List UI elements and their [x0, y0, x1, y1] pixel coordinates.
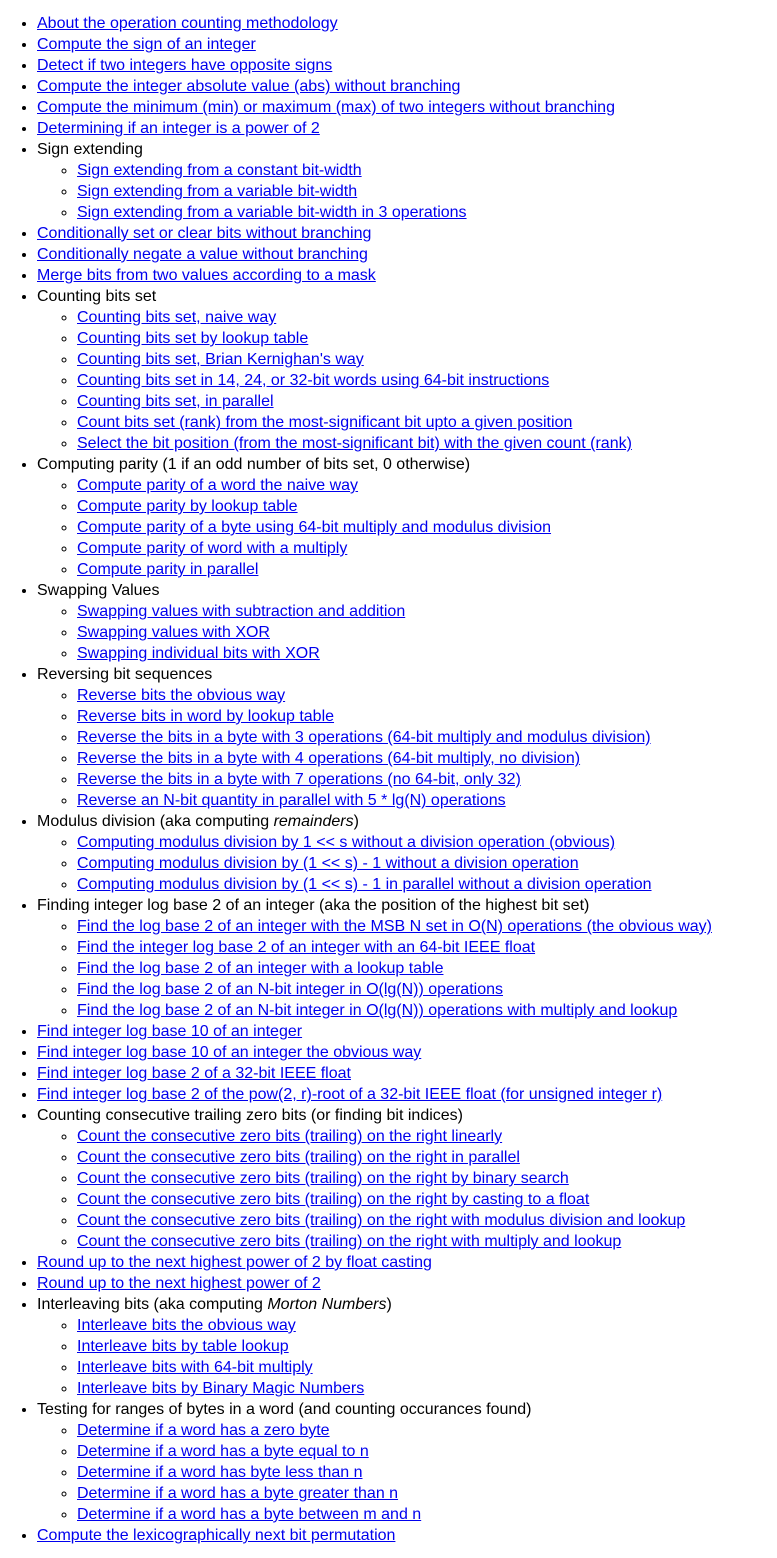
- toc-link[interactable]: Interleave bits by Binary Magic Numbers: [77, 1380, 365, 1397]
- toc-link[interactable]: Find the log base 2 of an integer with the MSB N set in O(N) operations (the obvious way): [77, 918, 712, 935]
- toc-link[interactable]: Compute parity by lookup table: [77, 498, 298, 515]
- toc-section-label: Finding integer log base 2 of an integer (aka the position of the highest bit set): [37, 897, 590, 914]
- toc-item: [77, 1000, 777, 1021]
- toc-link[interactable]: Computing modulus division by (1 << s) - 1 without a division operation: [77, 855, 579, 872]
- toc-item: [37, 1294, 777, 1399]
- toc-item: [77, 937, 777, 958]
- toc-link[interactable]: Find the integer log base 2 of an integer with an 64-bit IEEE float: [77, 939, 536, 956]
- toc-item: [77, 769, 777, 790]
- toc-item: [77, 643, 777, 664]
- toc-section-label: [37, 1296, 392, 1313]
- toc-sublist: [37, 1126, 777, 1252]
- toc-link[interactable]: Counting bits set, in parallel: [77, 393, 274, 410]
- toc-link[interactable]: Compute parity in parallel: [77, 561, 259, 578]
- italic-text: remainders: [273, 813, 354, 830]
- toc-link[interactable]: Reverse the bits in a byte with 4 operations (64-bit multiply, no division): [77, 750, 581, 767]
- toc-item: [77, 1231, 777, 1252]
- toc-list: [0, 13, 777, 1546]
- toc-link[interactable]: About the operation counting methodology: [37, 15, 338, 32]
- toc-link[interactable]: Computing modulus division by 1 << s without a division operation (obvious): [77, 834, 616, 851]
- toc-sublist: [37, 475, 777, 580]
- toc-link[interactable]: Computing modulus division by (1 << s) - 1 in parallel without a division operation: [77, 876, 652, 893]
- toc-item: [37, 1273, 777, 1294]
- toc-item: [37, 13, 777, 34]
- toc-link[interactable]: Compute parity of a word the naive way: [77, 477, 359, 494]
- toc-item: [37, 76, 777, 97]
- toc-item: [37, 895, 777, 1021]
- toc-item: [77, 958, 777, 979]
- plain-text: ): [386, 1296, 392, 1313]
- toc-item: [37, 454, 777, 580]
- toc-section-label: [37, 813, 359, 830]
- toc-link[interactable]: Determine if a word has a byte greater than n: [77, 1485, 399, 1502]
- toc-section-label: Computing parity (1 if an odd number of bits set, 0 otherwise): [37, 456, 471, 473]
- toc-sublist: [37, 916, 777, 1021]
- toc-link[interactable]: Interleave bits by table lookup: [77, 1338, 289, 1355]
- toc-item: [77, 601, 777, 622]
- toc-link[interactable]: Count bits set (rank) from the most-significant bit upto a given position: [77, 414, 573, 431]
- toc-item: [37, 118, 777, 139]
- toc-section-label: Reversing bit sequences: [37, 666, 213, 683]
- toc-link[interactable]: Find integer log base 10 of an integer the obvious way: [37, 1044, 422, 1061]
- toc-link[interactable]: Determine if a word has byte less than n: [77, 1464, 363, 1481]
- toc-link[interactable]: Detect if two integers have opposite signs: [37, 57, 333, 74]
- toc-item: [77, 1441, 777, 1462]
- toc-link[interactable]: Determine if a word has a zero byte: [77, 1422, 330, 1439]
- toc-item: [77, 1315, 777, 1336]
- toc-link[interactable]: Find the log base 2 of an N-bit integer in O(lg(N)) operations with multiply and lookup: [77, 1002, 678, 1019]
- toc-item: [37, 580, 777, 664]
- toc-item: [77, 1378, 777, 1399]
- toc-link[interactable]: Compute the lexicographically next bit permutation: [37, 1527, 396, 1544]
- toc-link[interactable]: Conditionally negate a value without branching: [37, 246, 368, 263]
- toc-item: [77, 160, 777, 181]
- toc-link[interactable]: Determine if a word has a byte equal to n: [77, 1443, 369, 1460]
- plain-text: Interleaving bits (aka computing: [37, 1296, 268, 1313]
- toc-item: [37, 1399, 777, 1525]
- toc-item: [77, 1168, 777, 1189]
- plain-text: ): [353, 813, 359, 830]
- toc-item: [77, 979, 777, 1000]
- toc-link[interactable]: Conditionally set or clear bits without branching: [37, 225, 372, 242]
- toc-item: [77, 538, 777, 559]
- toc-link[interactable]: Compute parity of a byte using 64-bit multiply and modulus division: [77, 519, 552, 536]
- toc-link[interactable]: Determine if a word has a byte between m and n: [77, 1506, 422, 1523]
- toc-item: [77, 391, 777, 412]
- toc-link[interactable]: Find the log base 2 of an N-bit integer in O(lg(N)) operations: [77, 981, 503, 998]
- toc-item: [77, 1420, 777, 1441]
- toc-item: [37, 1021, 777, 1042]
- toc-sublist: [37, 307, 777, 454]
- toc-item: [37, 1105, 777, 1252]
- toc-section-label: Counting consecutive trailing zero bits (or finding bit indices): [37, 1107, 463, 1124]
- toc-sublist: [37, 832, 777, 895]
- toc-item: [77, 475, 777, 496]
- toc-item: [77, 1147, 777, 1168]
- toc-link[interactable]: Count the consecutive zero bits (trailing) on the right with modulus division and lookup: [77, 1212, 686, 1229]
- toc-item: [77, 727, 777, 748]
- toc-section-label: Swapping Values: [37, 582, 160, 599]
- toc-item: [77, 706, 777, 727]
- toc-item: [77, 496, 777, 517]
- toc-item: [77, 433, 777, 454]
- toc-link[interactable]: Swapping individual bits with XOR: [77, 645, 320, 662]
- toc-link[interactable]: Interleave bits with 64-bit multiply: [77, 1359, 313, 1376]
- toc-item: [77, 370, 777, 391]
- plain-text: Modulus division (aka computing: [37, 813, 274, 830]
- toc-item: [37, 664, 777, 811]
- toc-link[interactable]: Select the bit position (from the most-significant bit) with the given count (rank): [77, 435, 632, 452]
- toc-link[interactable]: Count the consecutive zero bits (trailing) on the right by casting to a float: [77, 1191, 590, 1208]
- toc-link[interactable]: Swapping values with XOR: [77, 624, 270, 641]
- toc-item: [37, 1525, 777, 1546]
- toc-link[interactable]: Counting bits set in 14, 24, or 32-bit words using 64-bit instructions: [77, 372, 550, 389]
- toc-item: [37, 244, 777, 265]
- toc-item: [77, 181, 777, 202]
- toc-item: [77, 202, 777, 223]
- toc-item: [77, 1483, 777, 1504]
- toc-link[interactable]: Compute parity of word with a multiply: [77, 540, 348, 557]
- toc-item: [37, 811, 777, 895]
- toc-link[interactable]: Find the log base 2 of an integer with a lookup table: [77, 960, 444, 977]
- toc-sublist: [37, 1315, 777, 1399]
- toc-link[interactable]: Sign extending from a variable bit-width: [77, 183, 358, 200]
- toc-link[interactable]: Merge bits from two values according to a mask: [37, 267, 376, 284]
- toc-link[interactable]: Counting bits set by lookup table: [77, 330, 309, 347]
- toc-item: [77, 622, 777, 643]
- toc-item: [77, 517, 777, 538]
- toc-link[interactable]: Compute the minimum (min) or maximum (max) of two integers without branching: [37, 99, 615, 116]
- toc-item: [37, 223, 777, 244]
- toc-link[interactable]: Find integer log base 10 of an integer: [37, 1023, 303, 1040]
- toc-link[interactable]: Count the consecutive zero bits (trailing) on the right with multiply and lookup: [77, 1233, 622, 1250]
- toc-item: [77, 874, 777, 895]
- toc-item: [77, 1126, 777, 1147]
- toc-link[interactable]: Swapping values with subtraction and addition: [77, 603, 406, 620]
- toc-item: [77, 1189, 777, 1210]
- toc-link[interactable]: Count the consecutive zero bits (trailing) on the right in parallel: [77, 1149, 520, 1166]
- toc-item: [37, 1084, 777, 1105]
- toc-item: [77, 412, 777, 433]
- toc-link[interactable]: Reverse an N-bit quantity in parallel with 5 * lg(N) operations: [77, 792, 506, 809]
- toc-item: [77, 1336, 777, 1357]
- toc-item: [37, 286, 777, 454]
- toc-item: [37, 1252, 777, 1273]
- toc-section-label: Counting bits set: [37, 288, 157, 305]
- toc-sublist: [37, 601, 777, 664]
- toc-section-label: Sign extending: [37, 141, 143, 158]
- toc-sublist: [37, 1420, 777, 1525]
- toc-link[interactable]: Sign extending from a variable bit-width in 3 operations: [77, 204, 467, 221]
- toc-item: [77, 559, 777, 580]
- toc-item: [77, 853, 777, 874]
- toc-sublist: [37, 160, 777, 223]
- toc-item: [37, 1042, 777, 1063]
- toc-item: [77, 685, 777, 706]
- toc-item: [37, 1063, 777, 1084]
- toc-link[interactable]: Reverse bits the obvious way: [77, 687, 286, 704]
- toc-item: [37, 139, 777, 223]
- toc-item: [77, 1210, 777, 1231]
- toc-item: [37, 97, 777, 118]
- toc-link[interactable]: Compute the sign of an integer: [37, 36, 256, 53]
- toc-item: [77, 832, 777, 853]
- toc-item: [77, 748, 777, 769]
- toc-item: [37, 55, 777, 76]
- toc-link[interactable]: Reverse the bits in a byte with 3 operations (64-bit multiply and modulus division): [77, 729, 651, 746]
- toc-link[interactable]: Round up to the next highest power of 2 by float casting: [37, 1254, 432, 1271]
- toc-link[interactable]: Round up to the next highest power of 2: [37, 1275, 321, 1292]
- toc-link[interactable]: Sign extending from a constant bit-width: [77, 162, 362, 179]
- toc-item: [77, 328, 777, 349]
- toc-link[interactable]: Count the consecutive zero bits (trailing) on the right linearly: [77, 1128, 503, 1145]
- toc-item: [77, 349, 777, 370]
- toc-section-label: Testing for ranges of bytes in a word (and counting occurances found): [37, 1401, 532, 1418]
- toc-link[interactable]: Reverse the bits in a byte with 7 operations (no 64-bit, only 32): [77, 771, 521, 788]
- toc-sublist: [37, 685, 777, 811]
- table-of-contents: [0, 13, 777, 1546]
- italic-text: Morton Numbers: [267, 1296, 387, 1313]
- toc-item: [77, 1357, 777, 1378]
- toc-link[interactable]: Counting bits set, naive way: [77, 309, 277, 326]
- toc-item: [77, 1462, 777, 1483]
- toc-item: [77, 790, 777, 811]
- toc-link[interactable]: Counting bits set, Brian Kernighan's way: [77, 351, 364, 368]
- toc-link[interactable]: Interleave bits the obvious way: [77, 1317, 296, 1334]
- toc-link[interactable]: Count the consecutive zero bits (trailing) on the right by binary search: [77, 1170, 569, 1187]
- toc-link[interactable]: Find integer log base 2 of a 32-bit IEEE float: [37, 1065, 351, 1082]
- toc-item: [77, 1504, 777, 1525]
- toc-item: [37, 265, 777, 286]
- toc-link[interactable]: Compute the integer absolute value (abs) without branching: [37, 78, 461, 95]
- toc-item: [77, 916, 777, 937]
- toc-item: [77, 307, 777, 328]
- toc-item: [37, 34, 777, 55]
- toc-link[interactable]: Determining if an integer is a power of 2: [37, 120, 320, 137]
- toc-link[interactable]: Reverse bits in word by lookup table: [77, 708, 335, 725]
- toc-link[interactable]: Find integer log base 2 of the pow(2, r)-root of a 32-bit IEEE float (for unsigned integer r): [37, 1086, 663, 1103]
